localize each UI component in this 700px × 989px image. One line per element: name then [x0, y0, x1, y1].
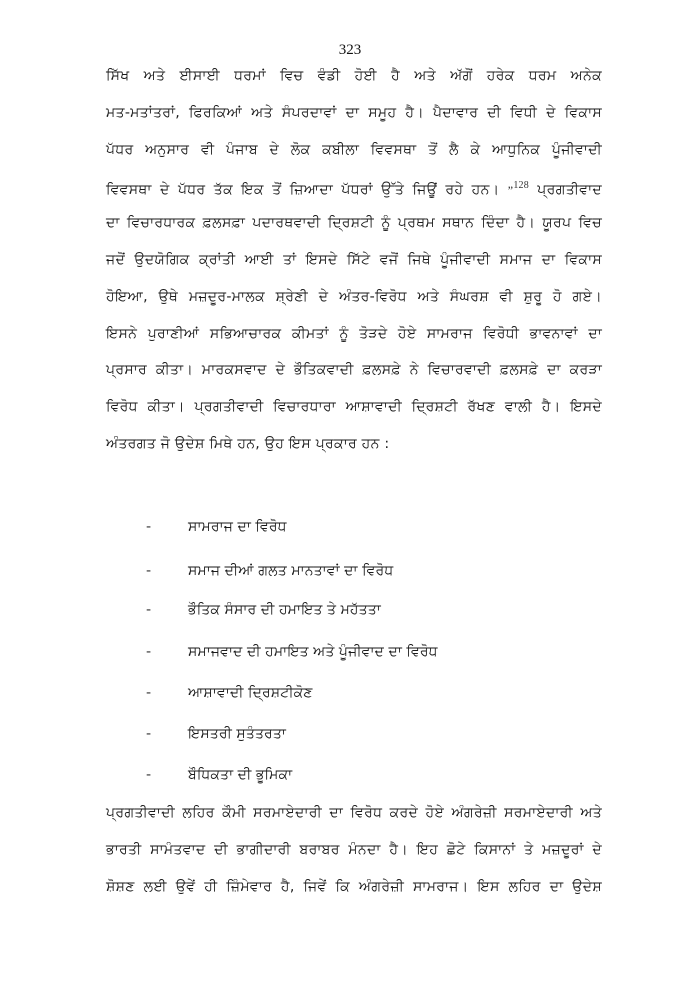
- bullet-dash: -: [146, 644, 152, 660]
- bullet-dash: -: [146, 685, 152, 701]
- text-line: ਪੱਧਰ ਅਨੁਸਾਰ ਵੀ ਪੰਜਾਬ ਦੇ ਲੋਕ ਕਬੀਲਾ ਵਿਵਸਥਾ ਤੋਂ ਲੈ ਕੇ ਆਧੁਨਿਕ ਪੂੰਜੀਵਾਦੀ: [106, 142, 602, 158]
- list-item: [146, 642, 438, 662]
- text-line: ਇਸਨੇ ਪੁਰਾਣੀਆਂ ਸਭਿਆਚਾਰਕ ਕੀਮਤਾਂ ਨੂੰ ਤੋੜਦੇ ਹੋਏ ਸਾਮਰਾਜ ਵਿਰੋਧੀ ਭਾਵਨਾਵਾਂ ਦਾ: [106, 326, 602, 342]
- text-line: ਭਾਰਤੀ ਸਾਮੰਤਵਾਦ ਦੀ ਭਾਗੀਦਾਰੀ ਬਰਾਬਰ ਮੰਨਦਾ ਹੈ। ਇਹ ਛੋਟੇ ਕਿਸਾਨਾਂ ਤੇ ਮਜ਼ਦੂਰਾਂ ਦੇ: [106, 842, 602, 858]
- list-item-text: ਬੌਧਿਕਤਾ ਦੀ ਭੂਮਿਕਾ: [188, 767, 293, 783]
- text-line: ਹੋਇਆ, ਉਥੇ ਮਜ਼ਦੂਰ-ਮਾਲਕ ਸ਼੍ਰੇਣੀ ਦੇ ਅੰਤਰ-ਵਿਰੋਧ ਅਤੇ ਸੰਘਰਸ਼ ਵੀ ਸ਼ੁਰੂ ਹੋ ਗਏ।: [106, 289, 602, 305]
- list-item: [146, 765, 292, 785]
- text-line: ਸਿੱਖ ਅਤੇ ਈਸਾਈ ਧਰਮਾਂ ਵਿਚ ਵੰਡੀ ਹੋਈ ਹੈ ਅਤੇ ਅੱਗੋਂ ਹਰੇਕ ਧਰਮ ਅਨੇਕ: [106, 68, 602, 84]
- text-line: ਦਾ ਵਿਚਾਰਧਾਰਕ ਫ਼ਲਸਫ਼ਾ ਪਦਾਰਥਵਾਦੀ ਦ੍ਰਿਸ਼ਟੀ ਨੂੰ ਪ੍ਰਥਮ ਸਥਾਨ ਦਿੰਦਾ ਹੈ। ਯੂਰਪ ਵਿਚ: [106, 215, 602, 231]
- list-item: [146, 724, 286, 744]
- text-segment: ਪ੍ਰਗਤੀਵਾਦ: [537, 182, 603, 198]
- list-item: [146, 683, 313, 703]
- bullet-dash: -: [146, 767, 152, 783]
- text-line: ਪ੍ਰਗਤੀਵਾਦੀ ਲਹਿਰ ਕੌਮੀ ਸਰਮਾਏਦਾਰੀ ਦਾ ਵਿਰੋਧ ਕਰਦੇ ਹੋਏ ਅੰਗਰੇਜ਼ੀ ਸਰਮਾਏਦਾਰੀ ਅਤੇ: [106, 805, 602, 821]
- list-item-text: ਭੌਤਿਕ ਸੰਸਾਰ ਦੀ ਹਮਾਇਤ ਤੇ ਮਹੱਤਤਾ: [188, 602, 381, 618]
- text-line: ਮਤ-ਮਤਾਂਤਰਾਂ, ਫਿਰਕਿਆਂ ਅਤੇ ਸੰਪਰਦਾਵਾਂ ਦਾ ਸਮੂਹ ਹੈ। ਪੈਦਾਵਾਰ ਦੀ ਵਿਧੀ ਦੇ ਵਿਕਾਸ: [106, 105, 602, 121]
- list-item: [146, 517, 287, 537]
- text-line: ਅੰਤਰਗਤ ਜੋ ਉਦੇਸ਼ ਮਿਥੇ ਹਨ, ਉਹ ਇਸ ਪ੍ਰਕਾਰ ਹਨ :: [106, 436, 390, 452]
- bullet-dash: -: [146, 602, 152, 618]
- bullet-dash: -: [146, 726, 152, 742]
- list-item-text: ਸਮਾਜ ਦੀਆਂ ਗਲਤ ਮਾਨਤਾਵਾਂ ਦਾ ਵਿਰੋਧ: [188, 563, 394, 579]
- text-line: [106, 176, 602, 200]
- list-item: [146, 600, 381, 620]
- page-number: 323: [338, 42, 362, 58]
- list-item: [146, 561, 393, 581]
- list-item-text: ਸਾਮਰਾਜ ਦਾ ਵਿਰੋਧ: [188, 519, 287, 535]
- list-item-text: ਸਮਾਜਵਾਦ ਦੀ ਹਮਾਇਤ ਅਤੇ ਪੂੰਜੀਵਾਦ ਦਾ ਵਿਰੋਧ: [188, 644, 438, 660]
- text-line: ਸ਼ੋਸ਼ਣ ਲਈ ਉਵੇਂ ਹੀ ਜ਼ਿੰਮੇਵਾਰ ਹੈ, ਜਿਵੇਂ ਕਿ ਅੰਗਰੇਜ਼ੀ ਸਾਮਰਾਜ। ਇਸ ਲਹਿਰ ਦਾ ਉਦੇਸ਼: [106, 879, 602, 895]
- text-segment: ਵਿਵਸਥਾ ਦੇ ਪੱਧਰ ਤੱਕ ਇਕ ਤੋਂ ਜ਼ਿਆਦਾ ਪੱਧਰਾਂ ਉੱਤੇ ਜਿਊਂ ਰਹੇ ਹਨ।: [106, 182, 500, 198]
- list-item-text: ਆਸ਼ਾਵਾਦੀ ਦ੍ਰਿਸ਼ਟੀਕੋਣ: [188, 685, 313, 701]
- bullet-dash: -: [146, 563, 152, 579]
- footnote-reference[interactable]: 128: [513, 180, 529, 191]
- text-line: ਵਿਰੋਧ ਕੀਤਾ। ਪ੍ਰਗਤੀਵਾਦੀ ਵਿਚਾਰਧਾਰਾ ਆਸ਼ਾਵਾਦੀ ਦ੍ਰਿਸ਼ਟੀ ਰੱਖਣ ਵਾਲੀ ਹੈ। ਇਸਦੇ: [106, 399, 602, 415]
- bullet-dash: -: [146, 519, 152, 535]
- list-item-text: ਇਸਤਰੀ ਸੁਤੰਤਰਤਾ: [188, 726, 286, 742]
- closing-quote: ”: [507, 183, 514, 197]
- text-line: ਜਦੋਂ ਉਦਯੋਗਿਕ ਕ੍ਰਾਂਤੀ ਆਈ ਤਾਂ ਇਸਦੇ ਸਿੱਟੇ ਵਜੋਂ ਜਿਥੇ ਪੂੰਜੀਵਾਦੀ ਸਮਾਜ ਦਾ ਵਿਕਾਸ: [106, 252, 602, 268]
- text-line: ਪ੍ਰਸਾਰ ਕੀਤਾ। ਮਾਰਕਸਵਾਦ ਦੇ ਭੌਤਿਕਵਾਦੀ ਫ਼ਲਸਫ਼ੇ ਨੇ ਵਿਚਾਰਵਾਦੀ ਫ਼ਲਸਫ਼ੇ ਦਾ ਕਰੜਾ: [106, 362, 602, 378]
